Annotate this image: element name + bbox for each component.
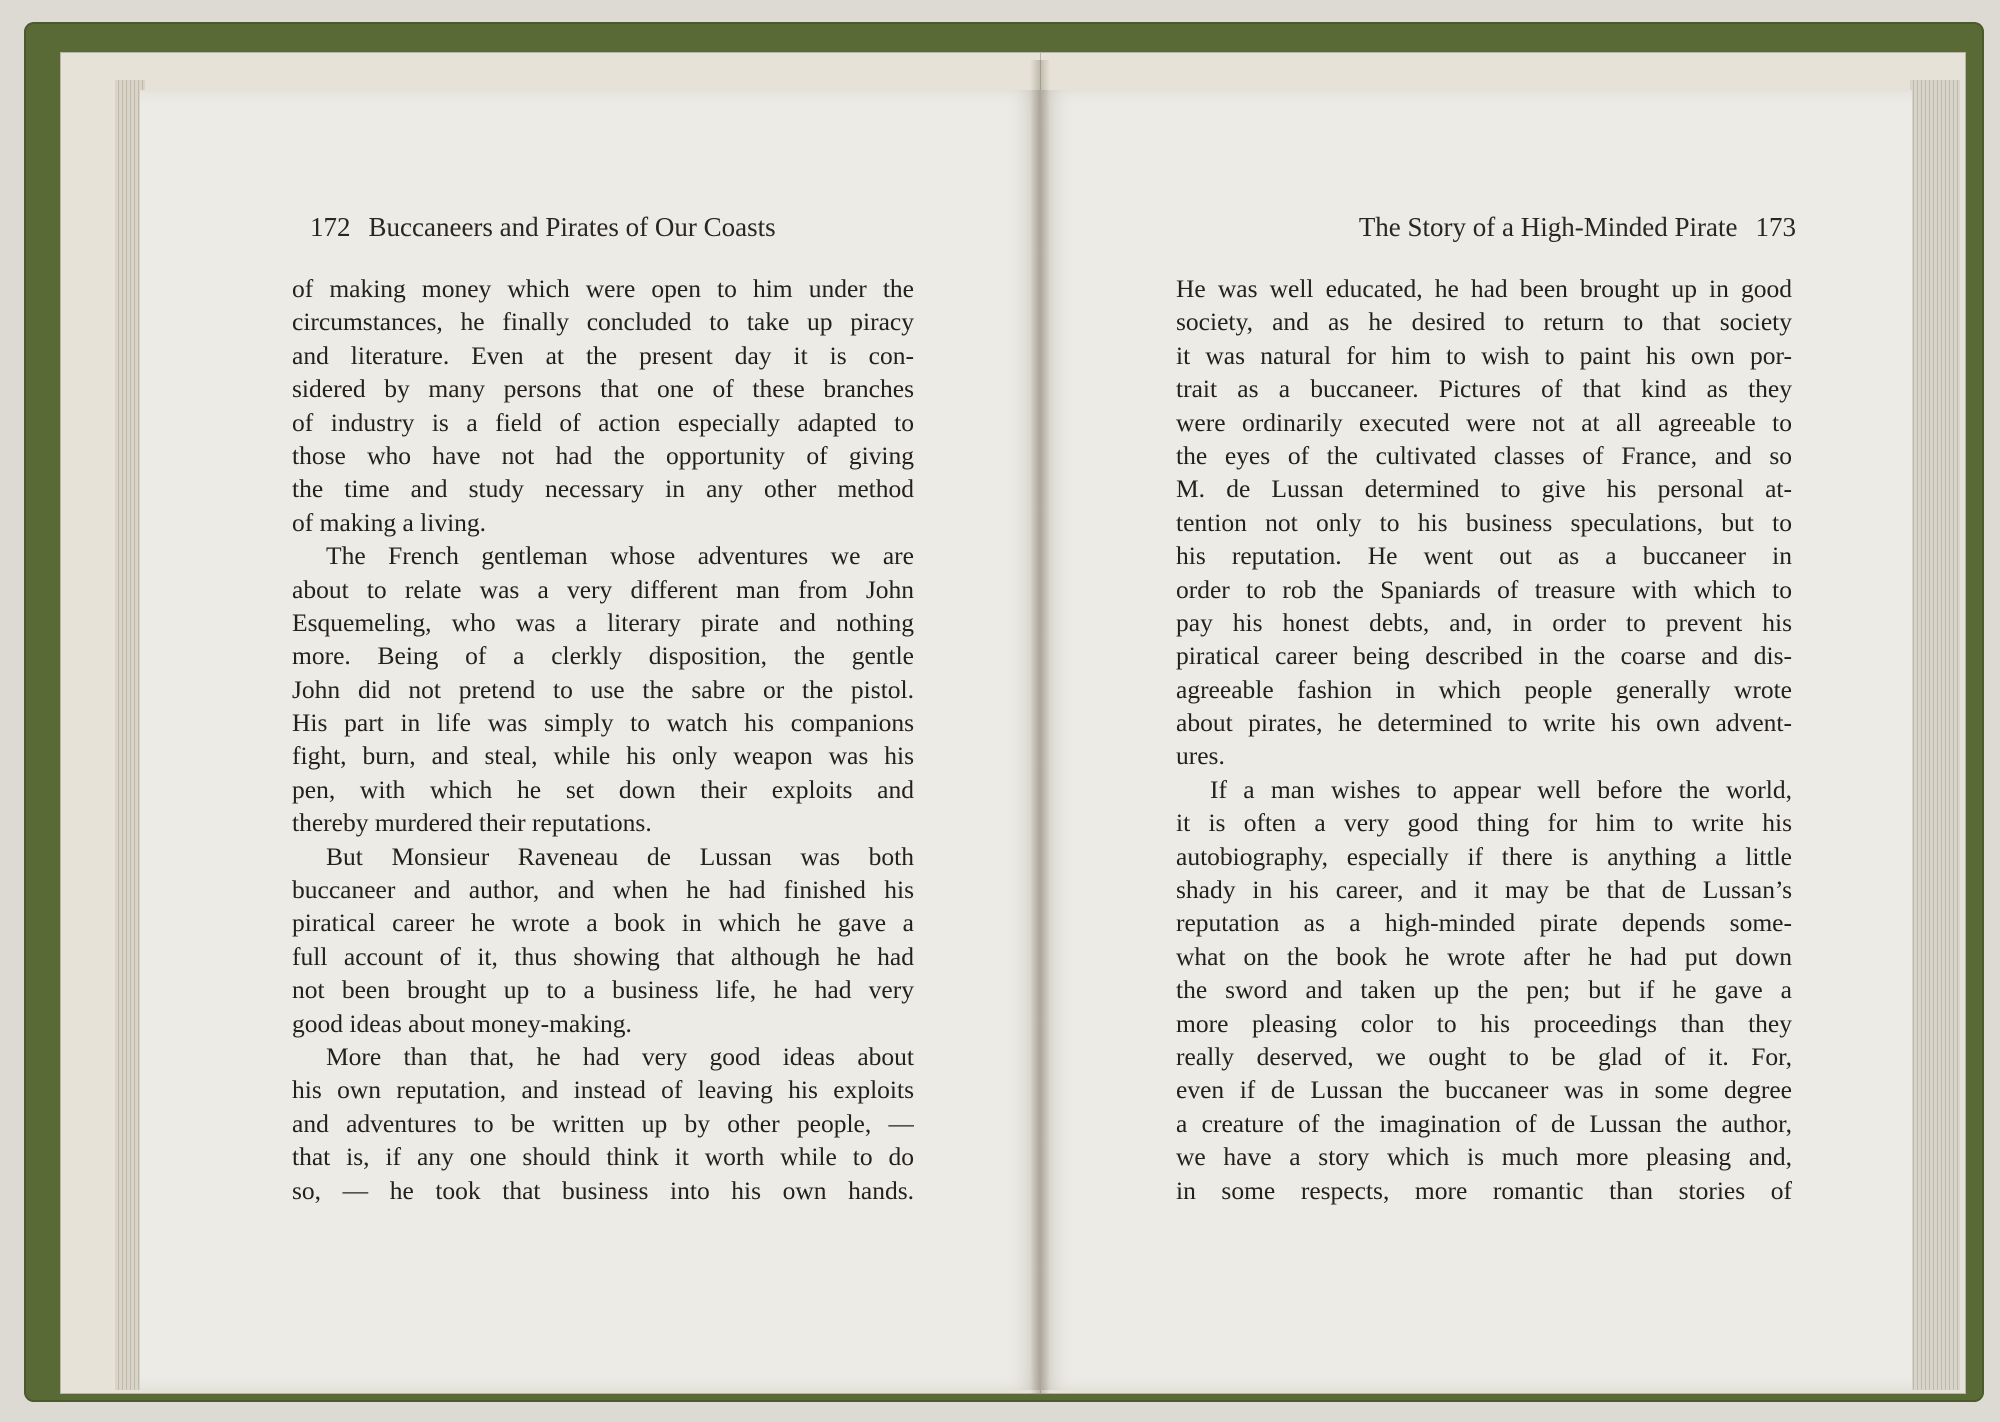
- text-line: the eyes of the cultivated classes of France, and so: [1176, 440, 1792, 470]
- text-line: of industry is a field of action especially adapted to: [292, 407, 914, 437]
- text-line: autobiography, especially if there is anything a little: [1176, 841, 1792, 871]
- text-line: the sword and taken up the pen; but if he gave a: [1176, 975, 1792, 1005]
- left-running-head-title: Buccaneers and Pirates of Our Coasts: [368, 212, 776, 242]
- left-page-number: 172: [310, 212, 351, 242]
- text-line: in some respects, more romantic than stories of: [1176, 1175, 1792, 1205]
- text-line: shady in his career, and it may be that de Lussan’s: [1176, 875, 1792, 905]
- left-running-head: [292, 212, 776, 243]
- text-line: But Monsieur Raveneau de Lussan was both: [326, 841, 914, 871]
- text-line: Esquemeling, who was a literary pirate and nothing: [292, 607, 914, 637]
- text-line: not been brought up to a business life, he had very: [292, 975, 914, 1005]
- text-line: trait as a buccaneer. Pictures of that kind as they: [1176, 374, 1792, 404]
- book-gutter: [1030, 60, 1050, 1395]
- left-page: [140, 90, 1040, 1390]
- text-line: and literature. Even at the present day it is con-: [292, 340, 914, 370]
- text-line: His part in life was simply to watch his companions: [292, 708, 914, 738]
- text-line: The French gentleman whose adventures we are: [326, 541, 914, 571]
- text-line: ures.: [1176, 741, 1225, 771]
- text-line: circumstances, he finally concluded to take up piracy: [292, 307, 914, 337]
- text-line: society, and as he desired to return to that society: [1176, 307, 1792, 337]
- text-line: about pirates, he determined to write his own advent-: [1176, 708, 1792, 738]
- text-line: so, — he took that business into his own hands.: [292, 1175, 914, 1205]
- text-line: full account of it, thus showing that although he had: [292, 941, 914, 971]
- text-line: pen, with which he set down their exploits and: [292, 774, 914, 804]
- text-line: piratical career he wrote a book in which he gave a: [292, 908, 914, 938]
- text-line: it is often a very good thing for him to write his: [1176, 808, 1792, 838]
- text-line: really deserved, we ought to be glad of it. For,: [1176, 1041, 1792, 1071]
- text-line: John did not pretend to use the sabre or the pistol.: [292, 674, 914, 704]
- text-line: More than that, he had very good ideas about: [326, 1041, 914, 1071]
- text-line: pay his honest debts, and, in order to prevent his: [1176, 607, 1792, 637]
- right-running-head-title: The Story of a High-Minded Pirate: [1358, 212, 1738, 242]
- text-line: order to rob the Spaniards of treasure with which to: [1176, 574, 1792, 604]
- right-page-number: 173: [1755, 212, 1796, 242]
- right-page-body: [1176, 272, 1792, 1207]
- left-page-body: [292, 272, 914, 1207]
- text-line: He was well educated, he had been brought up in good: [1176, 274, 1792, 303]
- text-line: M. de Lussan determined to give his personal at-: [1176, 474, 1792, 504]
- right-page-edges: [1910, 80, 1960, 1390]
- text-line: thereby murdered their reputations.: [292, 808, 652, 838]
- text-line: what on the book he wrote after he had put down: [1176, 941, 1792, 971]
- right-running-head: [1359, 212, 1814, 243]
- text-line: buccaneer and author, and when he had finished his: [292, 875, 914, 905]
- text-line: of making a living.: [292, 507, 487, 537]
- text-line: the time and study necessary in any other method: [292, 474, 914, 504]
- text-line: fight, burn, and steal, while his only weapon was his: [292, 741, 914, 771]
- text-line: If a man wishes to appear well before the world,: [1210, 774, 1792, 804]
- right-page: [1040, 90, 1912, 1390]
- text-line: and adventures to be written up by other people, —: [292, 1108, 914, 1138]
- text-line: those who have not had the opportunity of giving: [292, 440, 914, 470]
- text-line: reputation as a high-minded pirate depends some-: [1176, 908, 1792, 938]
- text-line: even if de Lussan the buccaneer was in some degree: [1176, 1075, 1792, 1105]
- text-line: tention not only to his business speculations, but to: [1176, 507, 1792, 537]
- text-line: his own reputation, and instead of leaving his exploits: [292, 1075, 914, 1105]
- text-line: agreeable fashion in which people generally wrote: [1176, 674, 1792, 704]
- text-line: that is, if any one should think it worth while to do: [292, 1142, 914, 1172]
- text-line: a creature of the imagination of de Lussan the author,: [1176, 1108, 1792, 1138]
- text-line: piratical career being described in the coarse and dis-: [1176, 641, 1792, 671]
- text-line: were ordinarily executed were not at all agreeable to: [1176, 407, 1792, 437]
- text-line: it was natural for him to wish to paint his own por-: [1176, 340, 1792, 370]
- text-line: of making money which were open to him under the: [292, 274, 914, 303]
- text-line: about to relate was a very different man from John: [292, 574, 914, 604]
- text-line: good ideas about money-making.: [292, 1008, 632, 1038]
- text-line: more pleasing color to his proceedings than they: [1176, 1008, 1792, 1038]
- text-line: his reputation. He went out as a buccaneer in: [1176, 541, 1792, 571]
- text-line: we have a story which is much more pleasing and,: [1176, 1142, 1792, 1172]
- text-line: sidered by many persons that one of these branches: [292, 374, 914, 404]
- text-line: more. Being of a clerkly disposition, the gentle: [292, 641, 914, 671]
